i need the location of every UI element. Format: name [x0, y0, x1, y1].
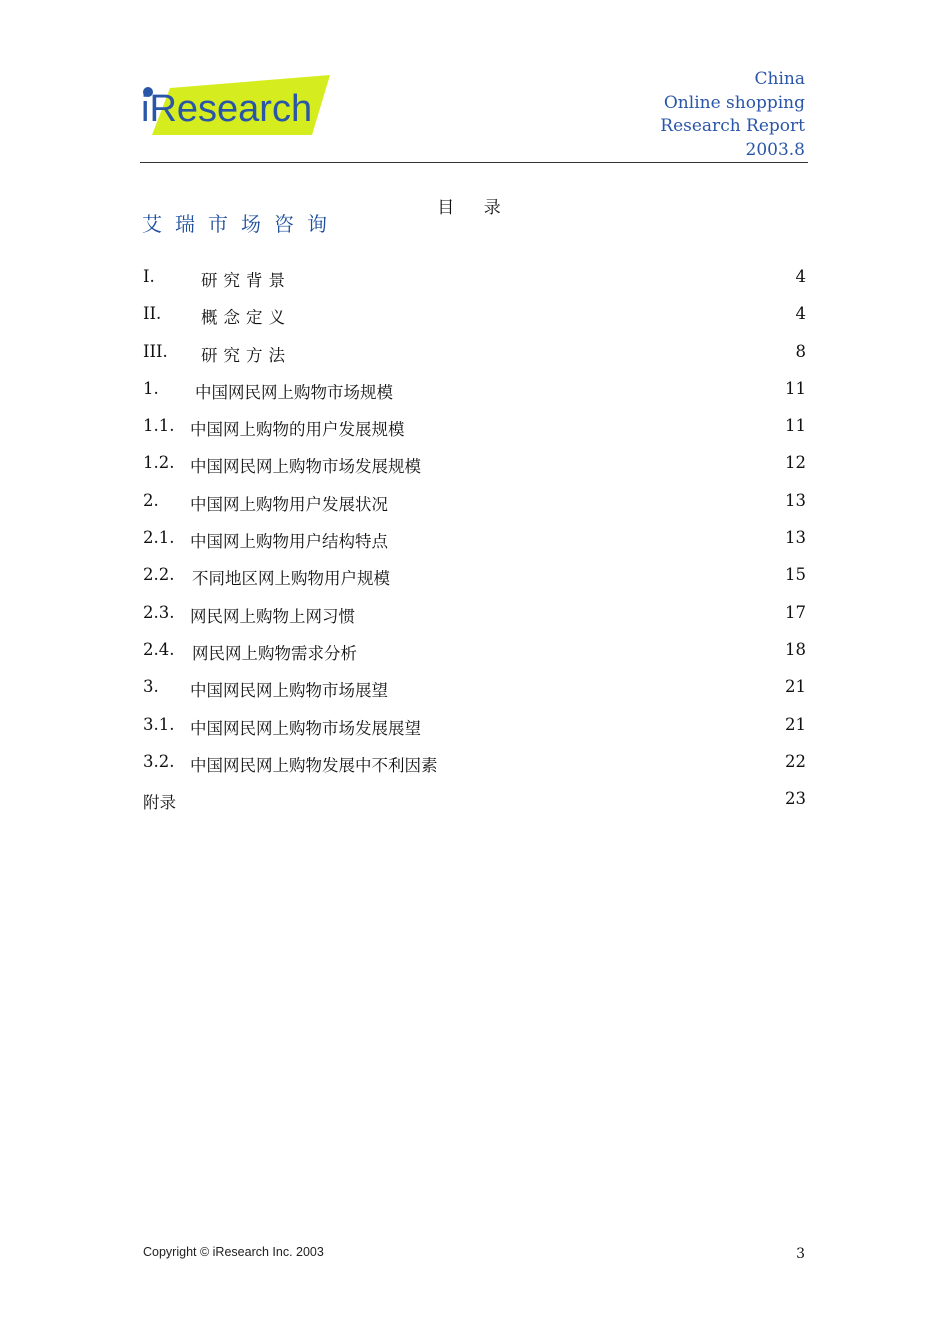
footer-copyright: Copyright © iResearch Inc. 2003 — [143, 1245, 324, 1259]
toc-entry-title: 研究方法 — [201, 345, 291, 365]
toc-entry-page: 13 — [785, 490, 806, 510]
toc-entry[interactable] — [143, 487, 806, 524]
toc-entry-title: 概念定义 — [201, 308, 291, 328]
header-divider — [140, 162, 808, 163]
toc-entry-page: 15 — [785, 565, 806, 585]
toc-entry[interactable] — [143, 524, 806, 561]
toc-entry-page: 21 — [785, 677, 806, 697]
toc-entry-title: 网民网上购物需求分析 — [192, 643, 357, 663]
toc-entry-number: 3.1. — [143, 714, 175, 734]
logo-chinese-name: 艾瑞市场咨询 — [142, 212, 340, 236]
report-meta — [660, 68, 805, 162]
toc-entry-title: 中国网民网上购物市场发展规模 — [190, 457, 421, 477]
toc-entry-page: 22 — [785, 751, 806, 771]
toc-entry-page: 23 — [785, 789, 806, 809]
toc-entry-page: 8 — [795, 341, 806, 361]
toc-entry-title: 中国网民网上购物发展中不利因素 — [190, 755, 438, 775]
toc-entry-number: 1. — [143, 378, 159, 398]
toc-entry-page: 21 — [785, 714, 806, 734]
toc-entry-title: 研究背景 — [201, 271, 291, 290]
toc-entry[interactable] — [143, 599, 806, 636]
toc-entry-page: 12 — [785, 453, 806, 473]
toc-entry[interactable] — [143, 636, 806, 673]
toc-entry-title: 不同地区网上购物用户规模 — [192, 569, 390, 589]
toc-entry-page: 4 — [795, 267, 806, 286]
toc-entry-number: 3. — [143, 677, 159, 697]
toc-entry-number: 2.2. — [143, 565, 175, 585]
toc-entry-page: 11 — [785, 378, 806, 398]
logo-wordmark: iResearch — [141, 88, 313, 130]
toc-entry[interactable] — [143, 449, 806, 486]
toc-entry-number: 2.1. — [143, 528, 175, 548]
toc-entry-page: 13 — [785, 528, 806, 548]
iresearch-logo-mark — [140, 72, 340, 138]
toc-entry-number: 2. — [143, 490, 159, 510]
toc-entry-title: 附录 — [143, 793, 176, 813]
toc-entry-number: 1.2. — [143, 453, 175, 473]
toc-entry-number: 2.3. — [143, 602, 175, 622]
toc-entry[interactable] — [143, 748, 806, 785]
toc-title: 目 录 — [437, 198, 513, 218]
toc-entry-number: III. — [143, 341, 168, 361]
toc-entry-title: 中国网民网上购物市场规模 — [195, 382, 393, 402]
toc-entry-title: 网民网上购物上网习惯 — [190, 606, 355, 626]
toc-entry-number: 2.4. — [143, 639, 175, 659]
toc-entry-title: 中国网上购物的用户发展规模 — [190, 420, 405, 440]
footer-page-number: 3 — [796, 1246, 805, 1262]
toc-entry-page: 4 — [795, 304, 806, 324]
toc-entry-title: 中国网民网上购物市场展望 — [190, 681, 388, 701]
table-of-contents — [143, 263, 806, 822]
toc-entry[interactable] — [143, 375, 806, 412]
toc-entry-number: II. — [143, 304, 162, 324]
toc-entry-title: 中国网民网上购物市场发展展望 — [190, 718, 421, 738]
report-meta-type: Research Report — [660, 116, 805, 136]
toc-entry-page: 11 — [785, 416, 806, 436]
report-meta-country: China — [754, 69, 805, 89]
toc-entry-page: 18 — [785, 639, 806, 659]
company-logo — [140, 72, 340, 236]
toc-entry-title: 中国网上购物用户发展状况 — [190, 494, 388, 514]
toc-entry-title: 中国网上购物用户结构特点 — [190, 532, 388, 552]
toc-entry-number: 3.2. — [143, 751, 175, 771]
toc-entry[interactable] — [143, 711, 806, 748]
toc-entry[interactable] — [143, 338, 806, 375]
toc-entry[interactable] — [143, 785, 806, 822]
report-meta-topic: Online shopping — [663, 92, 805, 113]
toc-entry-page: 17 — [785, 602, 806, 622]
report-meta-date: 2003.8 — [745, 139, 805, 160]
toc-entry[interactable] — [143, 263, 806, 300]
toc-entry[interactable] — [143, 561, 806, 598]
toc-entry[interactable] — [143, 300, 806, 337]
toc-entry-number: 1.1. — [143, 416, 175, 436]
toc-entry-number: I. — [143, 267, 155, 286]
toc-entry[interactable] — [143, 673, 806, 710]
toc-entry[interactable] — [143, 412, 806, 449]
